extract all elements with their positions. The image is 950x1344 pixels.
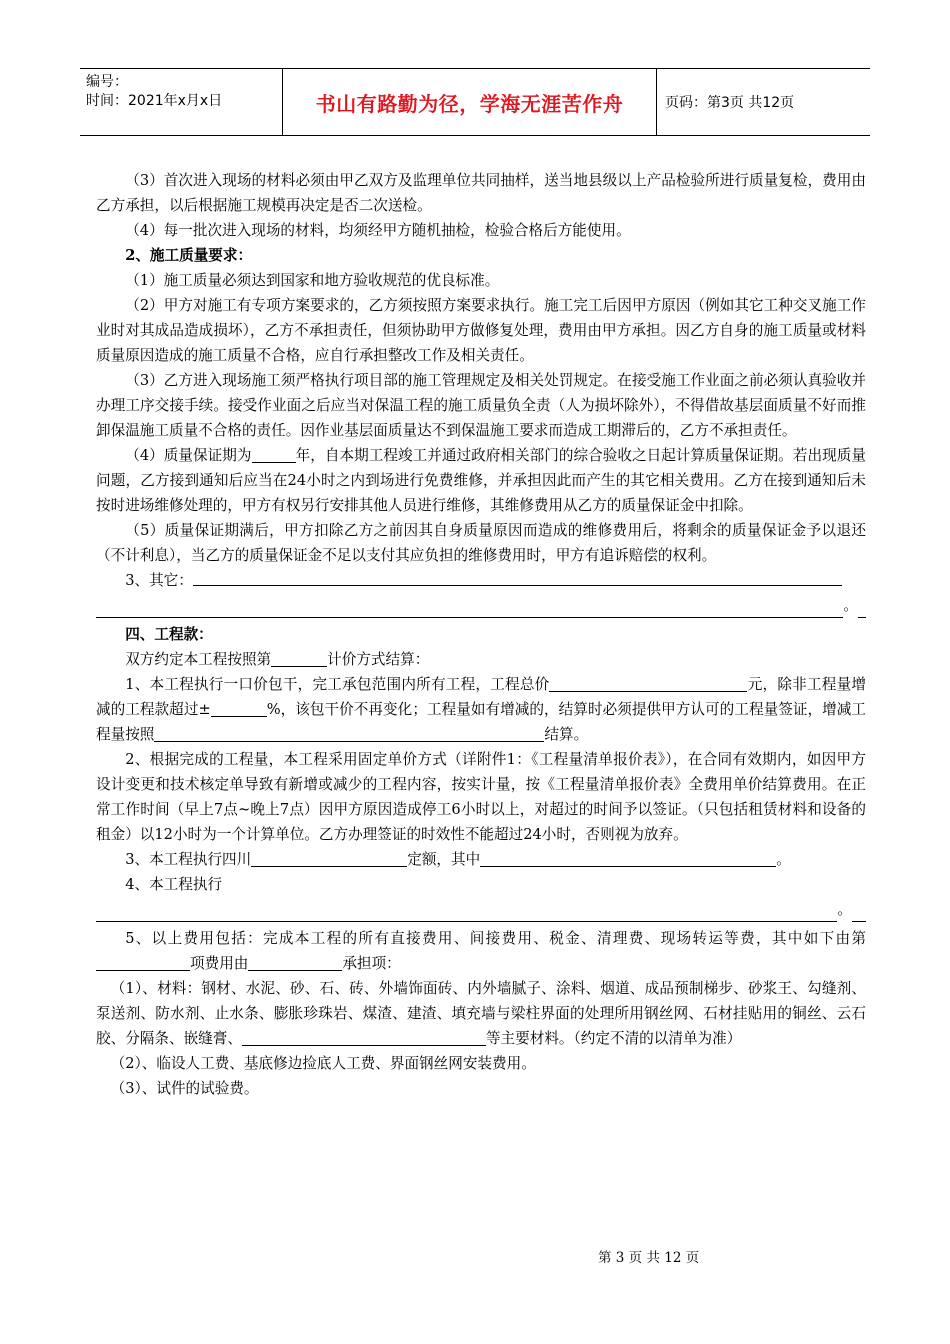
paragraph: （3）乙方进入现场施工须严格执行项目部的施工管理规定及相关处罚规定。在接受施工作业面之前必须认真验收并办理工序交接手续。接受作业面之后应当对保温工程的施工质量负全责（人为损坏除外），不得借故基层面质量不好而推卸保温施工质量不合格的责任。因作业基层面质量达不到保温施工要求而造成工期滞后的，乙方不承担责任。 [96,372,866,439]
paragraph: （3）首次进入现场的材料必须由甲乙双方及监理单位共同抽样，送当地县级以上产品检验所进行质量复检，费用由乙方承担，以后根据施工规模再决定是否二次送检。 [96,172,866,214]
paragraph: 4、本工程执行 [125,876,223,893]
text: 3、其它： [125,572,193,589]
paragraph: （4）每一批次进入现场的材料，均须经甲方随机抽检，检验合格后方能使用。 [125,222,631,239]
text: 5、以上费用包括：完成本工程的所有直接费用、间接费用、税金、清理费、现场转运等费，其中如下由第 [125,930,866,947]
text: 1、本工程执行一口价包干，完工承包范围内所有工程，工程总价 [125,676,550,693]
paragraph: （2）、临设人工费、基底修边捡底人工费、界面钢丝网安装费用。 [110,1055,536,1072]
blank-line [242,1028,486,1046]
text: 元，除非工程量增减的工程款超过± [96,676,866,718]
document-body [96,168,866,1101]
text: 3、本工程执行四川 [125,851,252,868]
page-header [80,68,870,136]
paragraph: （2）甲方对施工有专项方案要求的，乙方须按照方案要求执行。施工完工后因甲方原因（例如其它工种交叉施工作业时对其成品造成损坏），乙方不承担责任，但须协助甲方做修复处理，费用由甲方承担。因乙方自身的施工质量或材料质量原因造成的施工质量不合格，应自行承担整改工作及相关责任。 [96,297,866,364]
document-code-label: 编号： [86,74,128,90]
section-heading: 2、施工质量要求： [125,247,253,264]
text: 。 [843,597,858,614]
blank-line [96,953,190,971]
text: 等主要材料。（约定不清的以清单为准） [485,1030,742,1047]
paragraph: 2、根据完成的工程量，本工程采用固定单价方式（详附件1：《工程量清单报价表》），在合同有效期内，如因甲方设计变更和技术核定单导致有新增或减少的工程内容，按实计量，按《工程量清单报价表》全费用单价结算费用。在正常工作时间（早上7点~晚上7点）因甲方原因造成停工6小时以上，对超过的时间予以签证。（只包括租赁材料和设备的租金）以12小时为一个计算单位。乙方办理签证的时效性不能超过24小时，否则视为放弃。 [96,751,866,843]
blank-line [96,595,843,618]
header-motto: 书山有路勤为径，学海无涯苦作舟 [283,69,657,135]
text: 。 [837,901,852,918]
section-heading: 四、工程款： [125,626,213,643]
blank-line [858,600,866,618]
text: 。 [776,851,791,868]
text: 定额，其中 [407,851,481,868]
blank-line [271,649,327,667]
paragraph [96,926,866,976]
text: 计价方式结算： [327,651,430,668]
blank-line [549,674,747,692]
text: 双方约定本工程按照第 [125,651,272,668]
page-footer: 第 3 页 共 12 页 [598,1250,700,1266]
blank-line [96,899,837,922]
paragraph [96,443,866,518]
text: 结算。 [544,726,589,743]
blank-line [248,953,342,971]
blank-line [193,568,842,586]
blank-line [211,699,267,717]
text: 年，自本期工程竣工并通过政府相关部门的综合验收之日起计算质量保证期。若出现质量问题，乙方接到通知后应当在24小时之内到场进行免费维修，并承担因此而产生的其它相关费用。乙方在接到通知后未按时进场维修处理的，甲方有权另行安排其他人员进行维修，其维修费用从乙方的质量保证金中扣除。 [96,447,866,514]
blank-line [154,724,544,742]
blank-line [480,849,776,867]
header-page-info: 页码：第3页 共12页 [665,95,795,111]
blank-row [96,897,866,922]
document-date: 时间：2021年x月x日 [86,93,223,109]
blank-row [96,593,866,618]
paragraph: （1）施工质量必须达到国家和地方验收规范的优良标准。 [125,272,500,289]
paragraph: （3）、试件的试验费。 [110,1080,259,1097]
blank-line [252,445,296,463]
paragraph-other [96,568,866,593]
text: 项费用由 [190,955,249,972]
blank-line [852,904,866,922]
header-meta [80,69,283,135]
text: %，该包干价不再变化；工程量如有增减的，结算时必须提供甲方认可的工程量签证，增减工程量按照 [96,701,866,743]
paragraph [96,847,866,872]
paragraph [96,976,866,1051]
paragraph [96,672,866,747]
paragraph [96,647,866,672]
text: （1）、材料：钢材、水泥、砂、石、砖、外墙饰面砖、内外墙腻子、涂料、烟道、成品预制梯步、砂浆王、勾缝剂、泵送剂、防水剂、止水条、膨胀珍珠岩、煤渣、建渣、填充墙与梁柱界面的处理所用钢丝网、石材挂贴用的铜丝、云石胶、分隔条、嵌缝膏、 [96,980,866,1047]
text: （4）质量保证期为 [125,447,252,464]
blank-line [251,849,407,867]
text: 承担项： [342,955,401,972]
paragraph: （5）质量保证期满后，甲方扣除乙方之前因其自身质量原因而造成的维修费用后，将剩余的质量保证金予以退还（不计利息），当乙方的质量保证金不足以支付其应负担的维修费用时，甲方有追诉赔偿的权利。 [96,522,866,564]
